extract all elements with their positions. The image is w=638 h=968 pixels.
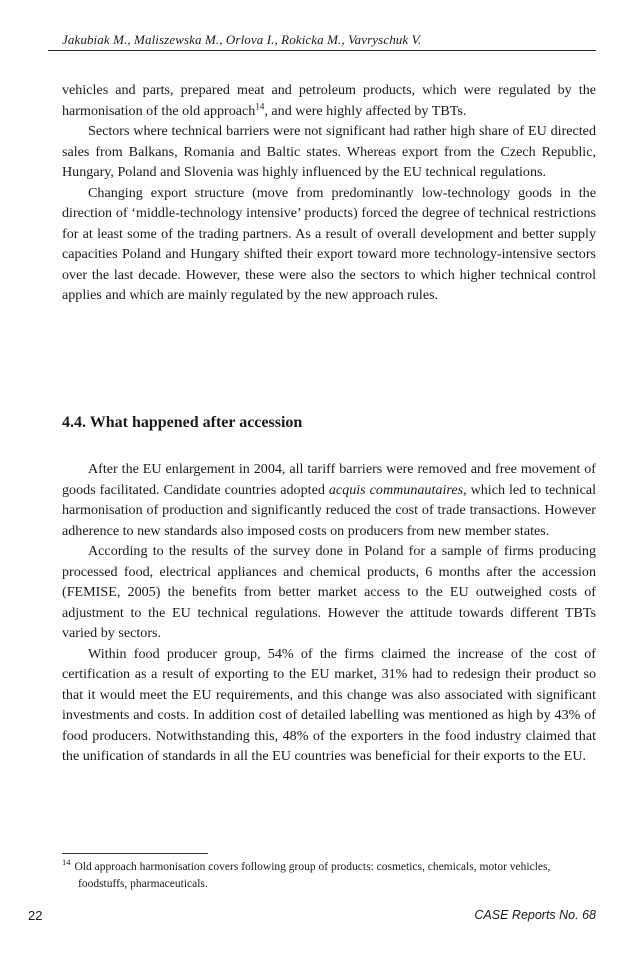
section-text-after-accession — [62, 459, 596, 767]
section-heading: 4.4. What happened after accession — [62, 414, 303, 431]
paragraph: Sectors where technical barriers were not significant had rather high share of EU directed sales from Balkans, Romania and Baltic states. Whereas export from the Czech Republic, Hungary, Poland and Slovenia was highly influenced by the EU technical regulations. — [62, 123, 596, 180]
footnote-number: 14 — [62, 857, 71, 868]
paragraph: According to the results of the survey done in Poland for a sample of firms producing processed food, electrical appliances and chemical products, 6 months after the accession (FEMISE, 2005) the benefits from better market access to the EU outweighed costs of adjustment to the EU technical regulations. However the attitude towards different TBTs varied by sectors. — [62, 543, 596, 641]
paragraph: Within food producer group, 54% of the firms claimed the increase of the cost of certification as a result of exporting to the EU market, 31% had to redesign their product so that it would meet the EU requirements, and this change was also associated with significant investments and costs. In addition cost of detailed labelling was mentioned as high by 43% of food producers. Notwithstanding this, 48% of the exporters in the food industry claimed that the unification of standards in all the EU countries was beneficial for their exports to the EU. — [62, 645, 596, 764]
footnote-text-continued: foodstuffs, pharmaceuticals. — [78, 878, 208, 890]
paragraph: vehicles and parts, prepared meat and petroleum products, which were regulated by the harmonisation of the old approach$^{14}$, and were highly affected by TBTs. — [62, 82, 596, 119]
section-text-before-heading — [62, 80, 596, 306]
footnote — [62, 859, 596, 893]
page-number: 22 — [28, 908, 43, 923]
header-rule — [48, 50, 596, 51]
italic-term: acquis communautaires — [328, 481, 464, 498]
running-header: Jakubiak M., Maliszewska M., Orlova I., Rokicka M., Vavryschuk V. — [62, 32, 422, 47]
paragraph: Changing export structure (move from predominantly low-technology goods in the direction of ‘middle-technology intensive’ products) forced the degree of technical restrictions for at least some of the trading partners. As a result of overall development and better supply capacities Poland and Hungary shifted their export toward more technology-intensive sectors over the last decade. However, these were also the sectors to which higher technical control applies and which are mainly regulated by the new approach rules. — [62, 184, 596, 303]
footnote-text: Old approach harmonisation covers following group of products: cosmetics, chemicals, motor vehicles, — [74, 861, 551, 873]
paragraph: After the EU enlargement in 2004, all tariff barriers were removed and free movement of goods facilitated. Candidate countries adopted acquis communautaires, which led to technical harmonisation of production and significantly reduced the cost of trade transactions. However adherence to new standards also imposed costs on producers from new member states. — [62, 461, 596, 539]
report-series: CASE Reports No. 68 — [474, 908, 596, 922]
footnote-rule — [62, 853, 208, 854]
footnote-reference[interactable]: 14 — [255, 100, 265, 111]
